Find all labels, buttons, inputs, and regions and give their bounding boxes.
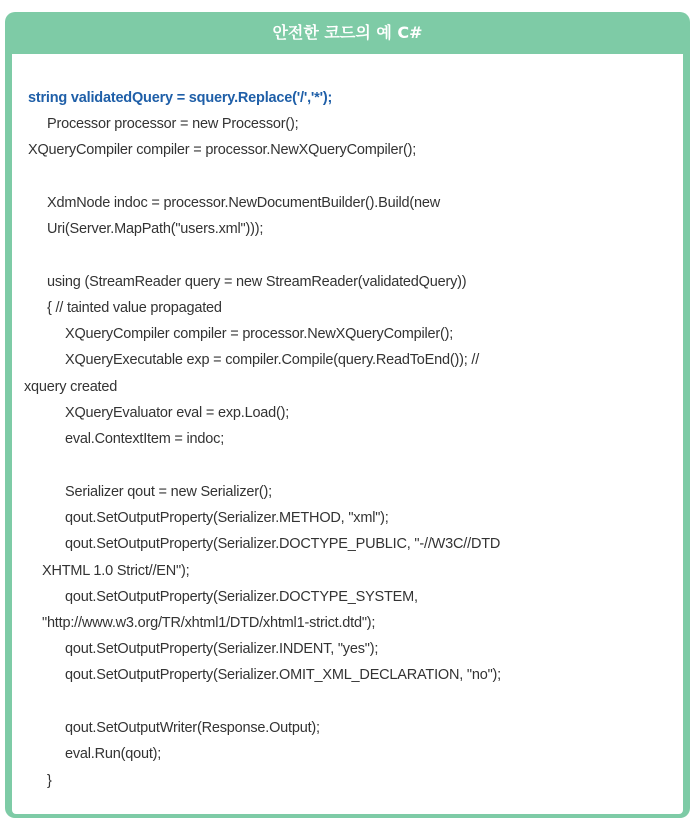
code-line: } bbox=[47, 773, 52, 789]
code-line: Processor processor = new Processor(); bbox=[47, 116, 299, 132]
code-line: qout.SetOutputProperty(Serializer.DOCTYPE_PUBLIC, "-//W3C//DTD bbox=[65, 536, 501, 552]
code-line: XQueryExecutable exp = compiler.Compile(query.ReadToEnd()); // bbox=[65, 352, 480, 368]
code-line: "http://www.w3.org/TR/xhtml1/DTD/xhtml1-strict.dtd"); bbox=[42, 615, 376, 631]
code-line: qout.SetOutputProperty(Serializer.OMIT_XML_DECLARATION, "no"); bbox=[65, 667, 502, 683]
code-example-panel bbox=[5, 12, 690, 818]
code-line: string validatedQuery = squery.Replace('/','*'); bbox=[28, 90, 333, 106]
code-line: qout.SetOutputWriter(Response.Output); bbox=[65, 720, 320, 736]
code-line: using (StreamReader query = new StreamReader(validatedQuery)) bbox=[47, 274, 467, 290]
code-line: Serializer qout = new Serializer(); bbox=[65, 484, 272, 500]
code-line: qout.SetOutputProperty(Serializer.INDENT, "yes"); bbox=[65, 641, 379, 657]
code-line: XdmNode indoc = processor.NewDocumentBuilder().Build(new bbox=[47, 195, 440, 211]
code-line: XHTML 1.0 Strict//EN"); bbox=[42, 563, 190, 579]
code-line: qout.SetOutputProperty(Serializer.DOCTYPE_SYSTEM, bbox=[65, 589, 418, 605]
panel-title: 안전한 코드의 예 C# bbox=[272, 23, 423, 42]
code-line: qout.SetOutputProperty(Serializer.METHOD, "xml"); bbox=[65, 510, 389, 526]
code-line: eval.ContextItem = indoc; bbox=[65, 431, 225, 447]
code-line: eval.Run(qout); bbox=[65, 746, 162, 762]
code-line: Uri(Server.MapPath("users.xml"))); bbox=[47, 221, 264, 237]
code-block bbox=[12, 54, 683, 814]
code-line: XQueryEvaluator eval = exp.Load(); bbox=[65, 405, 290, 421]
code-line: XQueryCompiler compiler = processor.NewXQueryCompiler(); bbox=[65, 326, 454, 342]
code-line: XQueryCompiler compiler = processor.NewXQueryCompiler(); bbox=[28, 142, 417, 158]
code-line: { // tainted value propagated bbox=[47, 300, 222, 316]
code-line: xquery created bbox=[24, 379, 118, 395]
